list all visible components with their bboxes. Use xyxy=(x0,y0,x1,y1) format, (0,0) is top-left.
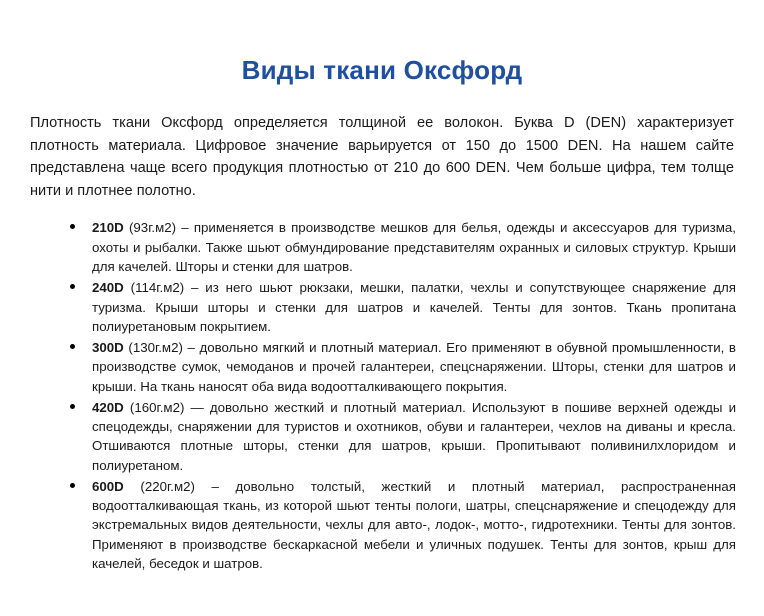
fabric-description: – применяется в производстве мешков для белья, одежды и аксессуаров для туризма, охоты и рыбалки. Также шьют обмундирование представителям охранных и силовых структур. Крыши для качелей. Шторы и стенки для шатров. xyxy=(92,220,736,274)
intro-paragraph: Плотность ткани Оксфорд определяется толщиной ее волокон. Буква D (DEN) характеризует плотность материала. Цифровое значение варьируется от 150 до 1500 DEN. На нашем сайте представлена чаще всего продукция плотностью от 210 до 600 DEN. Чем больше цифра, тем толще нити и плотнее полотно. xyxy=(30,115,734,199)
fabric-code: 420D xyxy=(92,399,124,415)
fabric-description: – довольно толстый, жесткий и плотный материал, распространенная водоотталкивающая ткань, из которой шьют тенты пологи, шатры, спецснаряжение и спецодежду для экстремальных видов деятельности, чехлы для авто-, лодок-, мотто-, гидротехники. Тенты для зонтов. Применяют в производстве бескаркасной мебели и уличных подушек. Тенты для зонтов, крыш для качелей, беседок и шатров. xyxy=(92,478,736,571)
bullet-dot-icon xyxy=(70,483,75,488)
list-item xyxy=(28,398,736,475)
fabric-density: (93г.м2) xyxy=(128,220,177,236)
fabric-density: (130г.м2) xyxy=(128,340,183,356)
bullet-dot-icon xyxy=(70,284,75,289)
bullet-dot-icon xyxy=(70,224,75,229)
bullet-dot-icon xyxy=(70,344,75,349)
list-item xyxy=(28,218,736,276)
fabric-code: 600D xyxy=(92,478,124,494)
fabric-density: (114г.м2) xyxy=(130,280,185,296)
bullet-dot-icon xyxy=(70,404,75,409)
fabric-types-list xyxy=(28,218,736,573)
page-title: Виды ткани Оксфорд xyxy=(241,55,523,85)
fabric-code: 300D xyxy=(92,340,124,356)
list-item xyxy=(28,338,736,396)
fabric-description: – из него шьют рюкзаки, мешки, палатки, чехлы и сопутствующее снаряжение для туризма. Крыши шторы и стенки для шатров и качелей. Тенты для зонтов. Ткань пропитана полиуретановым покрытием. xyxy=(92,280,737,334)
fabric-code: 210D xyxy=(92,220,124,236)
list-item xyxy=(28,477,736,573)
fabric-density: (160г.м2) xyxy=(129,399,185,415)
list-item xyxy=(28,278,736,336)
fabric-density: (220г.м2) xyxy=(140,478,195,494)
fabric-code: 240D xyxy=(92,280,124,296)
fabric-description: — довольно жесткий и плотный материал. Используют в пошиве верхней одежды и спецодежды, снаряжении для туристов и охотников, обуви и галантереи, чехлов на диваны и кресла. Отшиваются плотные шторы, стенки для шатров, крыши. Пропитывают поливинилхлоридом и полиуретаном. xyxy=(92,399,736,473)
fabric-description: – довольно мягкий и плотный материал. Его применяют в обувной промышленности, в производстве сумок, чемоданов и прочей галантереи, спецснаряжении. Шторы, стенки для шатров и крыши. На ткань наносят оба вида водоотталкивающего покрытия. xyxy=(92,340,736,394)
